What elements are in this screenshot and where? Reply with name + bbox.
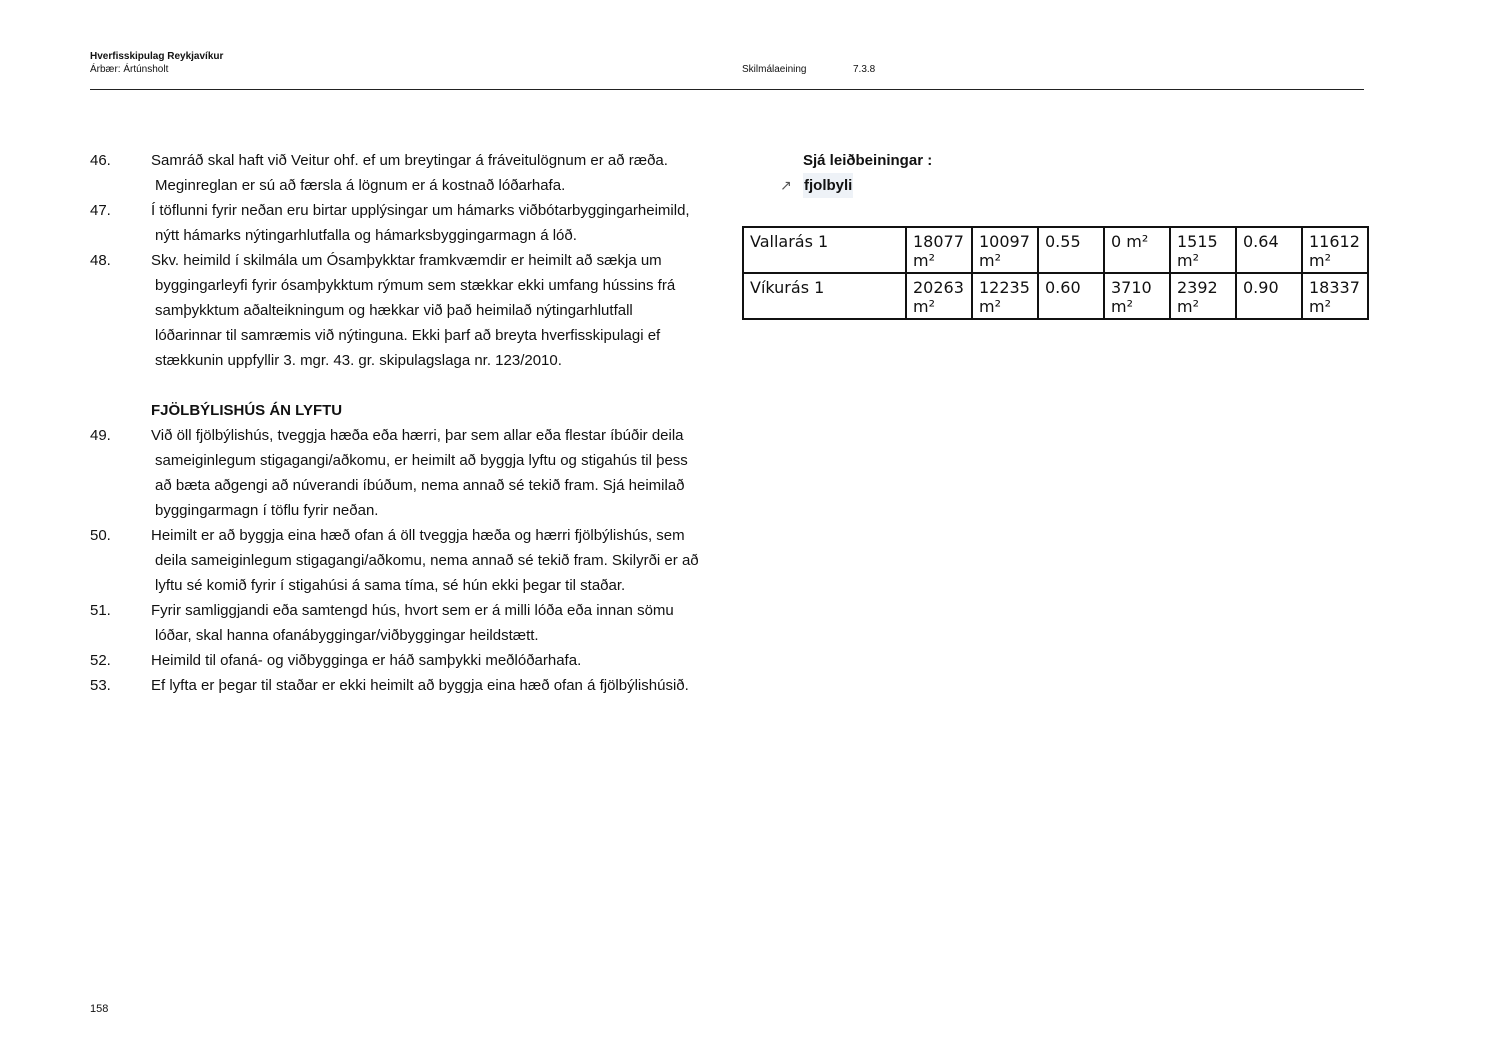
table-cell: 20263 m² (906, 273, 972, 319)
page-number: 158 (90, 1003, 109, 1015)
section-number: 7.3.8 (853, 64, 876, 75)
clause-item (90, 423, 700, 523)
clause-number: 46. (90, 152, 111, 169)
clause-text: Ef lyfta er þegar til staðar er ekki heimilt að byggja eina hæð ofan á fjölbýlishúsið. (151, 677, 689, 694)
clause-text: Við öll fjölbýlishús, tveggja hæða eða hærri, þar sem allar eða flestar íbúðir deila sameiginlegum stigagangi/aðkomu, er heimilt að byggja lyftu og stigahús til þess að bæta aðgengi að núverandi íbúðum, nema annað sé tekið fram. Sjá heimilað byggingarmagn í töflu fyrir neðan. (151, 427, 688, 519)
guidelines-link-row[interactable] (780, 173, 932, 198)
table-cell: 0 m² (1104, 227, 1170, 273)
table-cell: 12235 m² (972, 273, 1038, 319)
clause-item (90, 598, 700, 648)
clause-number: 52. (90, 652, 111, 669)
guidelines-label: Sjá leiðbeiningar : (803, 152, 933, 169)
guidelines-link[interactable]: fjolbyli (803, 173, 853, 198)
document-subtitle: Árbær: Ártúnsholt (90, 64, 169, 75)
clause-number: 47. (90, 202, 111, 219)
clause-item (90, 248, 700, 373)
clause-number: 49. (90, 427, 111, 444)
clause-list (90, 148, 700, 698)
clause-text: Skv. heimild í skilmála um Ósamþykktar framkvæmdir er heimilt að sækja um byggingarleyfi fyrir ósamþykktum rýmum sem stækkar ekki umfang hússins frá samþykktum aðalteikningum og hækkar við það heimilað nýtingarhlutfall lóðarinnar til samræmis við nýtinguna. Ekki þarf að breyta hverfisskipulagi ef stækkunin uppfyllir 3. mgr. 43. gr. skipulagslaga nr. 123/2010. (151, 252, 676, 369)
section-heading: FJÖLBÝLISHÚS ÁN LYFTU (151, 402, 343, 419)
clause-text: Heimilt er að byggja eina hæð ofan á öll tveggja hæða og hærri fjölbýlishús, sem deila sameiginlegum stigagangi/aðkomu, nema annað sé tekið fram. Skilyrði er að lyftu sé komið fyrir í stigahúsi á sama tíma, sé hún ekki þegar til staðar. (151, 527, 699, 594)
table-cell: 2392 m² (1170, 273, 1236, 319)
header-divider (90, 89, 1364, 90)
guidelines-box (780, 148, 932, 198)
clause-item (90, 523, 700, 598)
clause-text: Heimild til ofaná- og viðbygginga er háð samþykki meðlóðarhafa. (151, 652, 582, 669)
table-cell: 0.55 (1038, 227, 1104, 273)
external-link-icon: ↗ (780, 177, 792, 193)
table-cell: Víkurás 1 (743, 273, 906, 319)
lot-table (742, 226, 1369, 320)
table-row (743, 227, 1368, 273)
document-title: Hverfisskipulag Reykjavíkur (90, 51, 224, 62)
clause-number: 51. (90, 602, 111, 619)
table-cell: 11612 m² (1302, 227, 1368, 273)
clause-number: 53. (90, 677, 111, 694)
table-cell: 1515 m² (1170, 227, 1236, 273)
clause-text: Í töflunni fyrir neðan eru birtar upplýsingar um hámarks viðbótarbyggingarheimild, nýtt hámarks nýtingarhlutfalla og hámarksbyggingarmagn á lóð. (151, 202, 690, 244)
table-cell: 0.64 (1236, 227, 1302, 273)
table-row (743, 273, 1368, 319)
table-cell: 18077 m² (906, 227, 972, 273)
section-label: Skilmálaeining (742, 64, 807, 75)
table-cell: 0.90 (1236, 273, 1302, 319)
header-left (90, 50, 223, 76)
clause-number: 50. (90, 527, 111, 544)
clause-item (90, 198, 700, 248)
table-cell: 3710 m² (1104, 273, 1170, 319)
table-cell: Vallarás 1 (743, 227, 906, 273)
clause-item (90, 673, 700, 698)
clause-item (90, 148, 700, 198)
clause-text: Fyrir samliggjandi eða samtengd hús, hvort sem er á milli lóða eða innan sömu lóðar, skal hanna ofanábyggingar/viðbyggingar heildstætt. (151, 602, 674, 644)
clause-number: 48. (90, 252, 111, 269)
clause-text: Samráð skal haft við Veitur ohf. ef um breytingar á fráveitulögnum er að ræða. Meginreglan er sú að færsla á lögnum er á kostnað lóðarhafa. (151, 152, 668, 194)
table-cell: 18337 m² (1302, 273, 1368, 319)
table-cell: 10097 m² (972, 227, 1038, 273)
clause-item (90, 648, 700, 673)
table-cell: 0.60 (1038, 273, 1104, 319)
